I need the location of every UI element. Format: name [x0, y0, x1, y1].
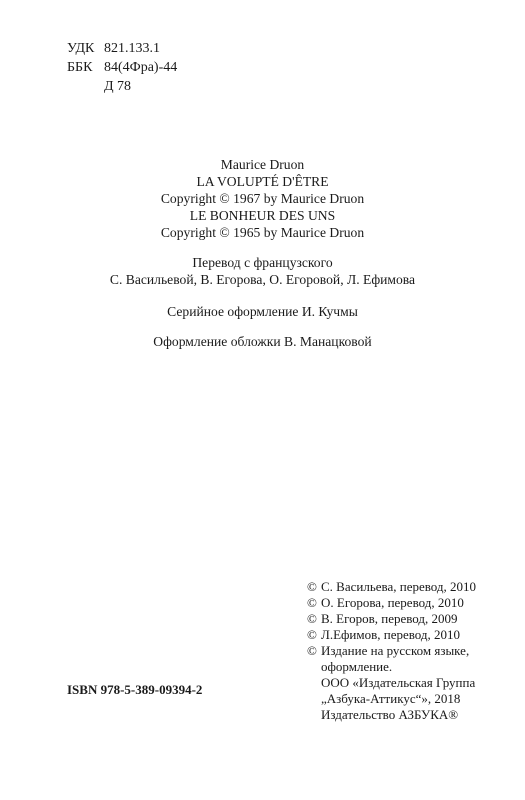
copyright-mark: ©	[307, 643, 317, 658]
bbk-value: 84(4Фра)-44	[104, 60, 178, 75]
copyright-mark: ©	[307, 611, 317, 626]
translation-credits	[0, 254, 525, 288]
copyright-continuation: оформление.	[321, 659, 393, 674]
udk-label: УДК	[67, 41, 95, 56]
copyright-mark: ©	[307, 579, 317, 594]
original-title-1: LA VOLUPTÉ D'ÊTRE	[196, 174, 329, 189]
copyright-notice-text: В. Егоров, перевод, 2009	[321, 611, 458, 626]
copyright-notice	[307, 611, 476, 627]
publisher-name-line-2: „Азбука-Аттикус“», 2018	[321, 691, 461, 706]
bbk-row	[67, 58, 177, 77]
copyright-mark: ©	[307, 595, 317, 610]
copyright-notice	[307, 579, 476, 595]
translation-heading: Перевод с французского	[192, 255, 333, 270]
copyright-notice	[307, 595, 476, 611]
copyright-notice-text: С. Васильева, перевод, 2010	[321, 579, 477, 594]
copyright-mark: ©	[307, 627, 317, 642]
publisher-name-line-1: ООО «Издательская Группа	[321, 675, 476, 690]
series-design-credit	[0, 303, 525, 320]
copyright-notices	[307, 579, 476, 723]
copyright-notice-text: Л.Ефимов, перевод, 2010	[321, 627, 461, 642]
cover-design-text: Оформление обложки В. Манацковой	[153, 334, 372, 349]
copyright-notice-text: Издание на русском языке,	[321, 643, 470, 658]
classification-codes	[67, 39, 177, 96]
author-name: Maurice Druon	[220, 157, 305, 172]
isbn-number: ISBN 978-5-389-09394-2	[67, 682, 203, 697]
publisher-imprint: Издательство АЗБУКА®	[321, 707, 459, 722]
copyright-notice	[307, 643, 476, 659]
original-credits	[0, 156, 525, 241]
original-title-2: LE BONHEUR DES UNS	[189, 208, 336, 223]
copyright-notice-text: О. Егорова, перевод, 2010	[321, 595, 464, 610]
cover-design-credit	[0, 333, 525, 350]
author-mark: Д 78	[104, 79, 132, 94]
series-design-text: Серийное оформление И. Кучмы	[167, 304, 358, 319]
bbk-label: ББК	[67, 60, 93, 75]
translator-names: С. Васильевой, В. Егорова, О. Егоровой, Л. Ефимова	[109, 272, 416, 287]
copyright-notice	[307, 627, 476, 643]
udk-value: 821.133.1	[104, 41, 160, 56]
copyright-line-2: Copyright © 1965 by Maurice Druon	[160, 225, 365, 240]
copyright-line-1: Copyright © 1967 by Maurice Druon	[160, 191, 365, 206]
udk-row	[67, 39, 177, 58]
